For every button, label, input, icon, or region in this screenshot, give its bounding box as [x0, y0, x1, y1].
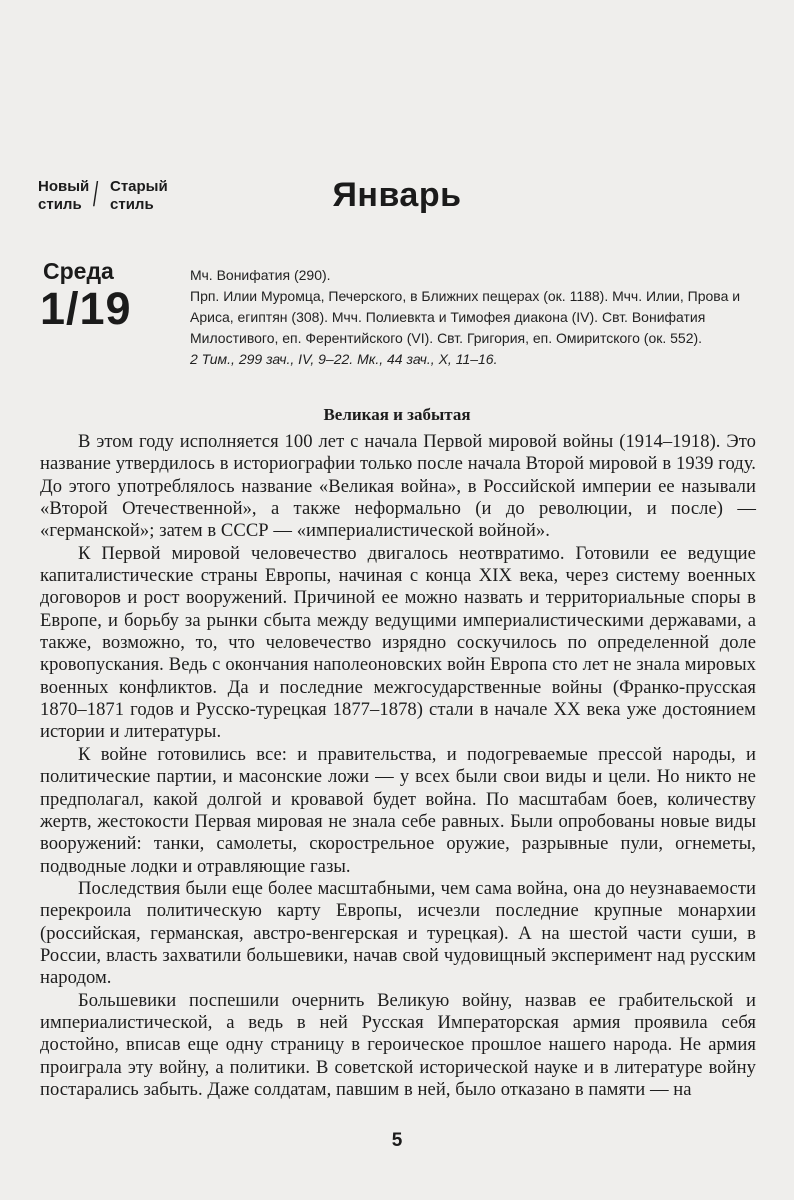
article-body [40, 431, 756, 1101]
date: 1/19 [40, 283, 132, 334]
saint-entry: Прп. Илии Муромца, Печерского, в Ближних пещерах (ок. 1188). Мчч. Илии, Прова и Ариса, египтян (308). Мчч. Полиевкта и Тимофея диакона (IV). Свт. Вонифатия Милостивого, еп. Ферентийского (VI). Свт. Григория, еп. Омиритского (ок. 552). [190, 288, 741, 346]
article-title: Великая и забытая [323, 405, 471, 424]
scripture-reading: 2 Тим., 299 зач., IV, 9–22. Мк., 44 зач., X, 11–16. [190, 351, 498, 367]
article-paragraph: В этом году исполняется 100 лет с начала Первой мировой войны (1914–1918). Это название утвердилось в историографии только после начала Второй мировой в 1939 году. До этого употреблялось название «Великая война», в Российской империи ее называли «Второй Отечественной», а также неформально (и до революции, и после) — «германской»; затем в СССР — «империалистической войной». [40, 431, 756, 542]
legend-slash: / [93, 176, 99, 214]
legend-old-style: Старый стиль [110, 178, 168, 213]
article-paragraph: К войне готовились все: и правительства, и подогреваемые прессой народы, и политические партии, и масонские ложи — у всех были свои виды и цели. Но никто не предполагал, какой долгой и кровавой будет война. По масштабам боев, количеству жертв, жестокости Первая мировая не знала себе равных. Были опробованы новые виды вооружений: танки, самолеты, скорострельное оружие, разрывные пули, огнеметы, подводные лодки и отравляющие газы. [40, 743, 756, 877]
article-paragraph: Большевики поспешили очернить Великую войну, назвав ее грабительской и империалистической, а ведь в ней Русская Императорская армия проявила себя достойно, вписав еще одну страницу в героическое прошлое нашего народа. Не армия проиграла эту войну, а политики. В советской исторической науке и в литературе войну постарались забыть. Даже солдатам, павшим в ней, было отказано в памяти — на [40, 989, 756, 1100]
saint-entry: Мч. Вонифатия (290). [190, 267, 331, 283]
month-title: Январь [332, 176, 462, 214]
article-paragraph: К Первой мировой человечество двигалось неотвратимо. Готовили ее ведущие капиталистические страны Европы, начиная с конца XIX века, через систему военных договоров и рост вооружений. Причиной ее можно назвать и территориальные споры в Европе, и борьбу за рынки сбыта между ведущими империалистическими державами, а также, возможно, то, что человечество изрядно соскучилось по определенной доле кровопускания. Ведь с окончания наполеоновских войн Европа сто лет не знала мировых военных конфликтов. Да и последние межгосударственные войны (Франко-прусская 1870–1871 годов и Русско-турецкая 1877–1878) стали в начале XX века уже достоянием истории и литературы. [40, 542, 756, 743]
legend-new-style: Новый стиль [38, 178, 90, 213]
saints-commemoration [190, 265, 756, 370]
article-paragraph: Последствия были еще более масштабными, чем сама война, она до неузнаваемости перекроила политическую карту Европы, исчезли последние крупные монархии (российская, германская, австро-венгерская и турецкая). А на шестой части суши, в России, власть захватили большевики, начав свой чудовищный эксперимент над русским народом. [40, 877, 756, 989]
page-number: 5 [391, 1130, 403, 1151]
weekday: Среда [43, 258, 114, 284]
